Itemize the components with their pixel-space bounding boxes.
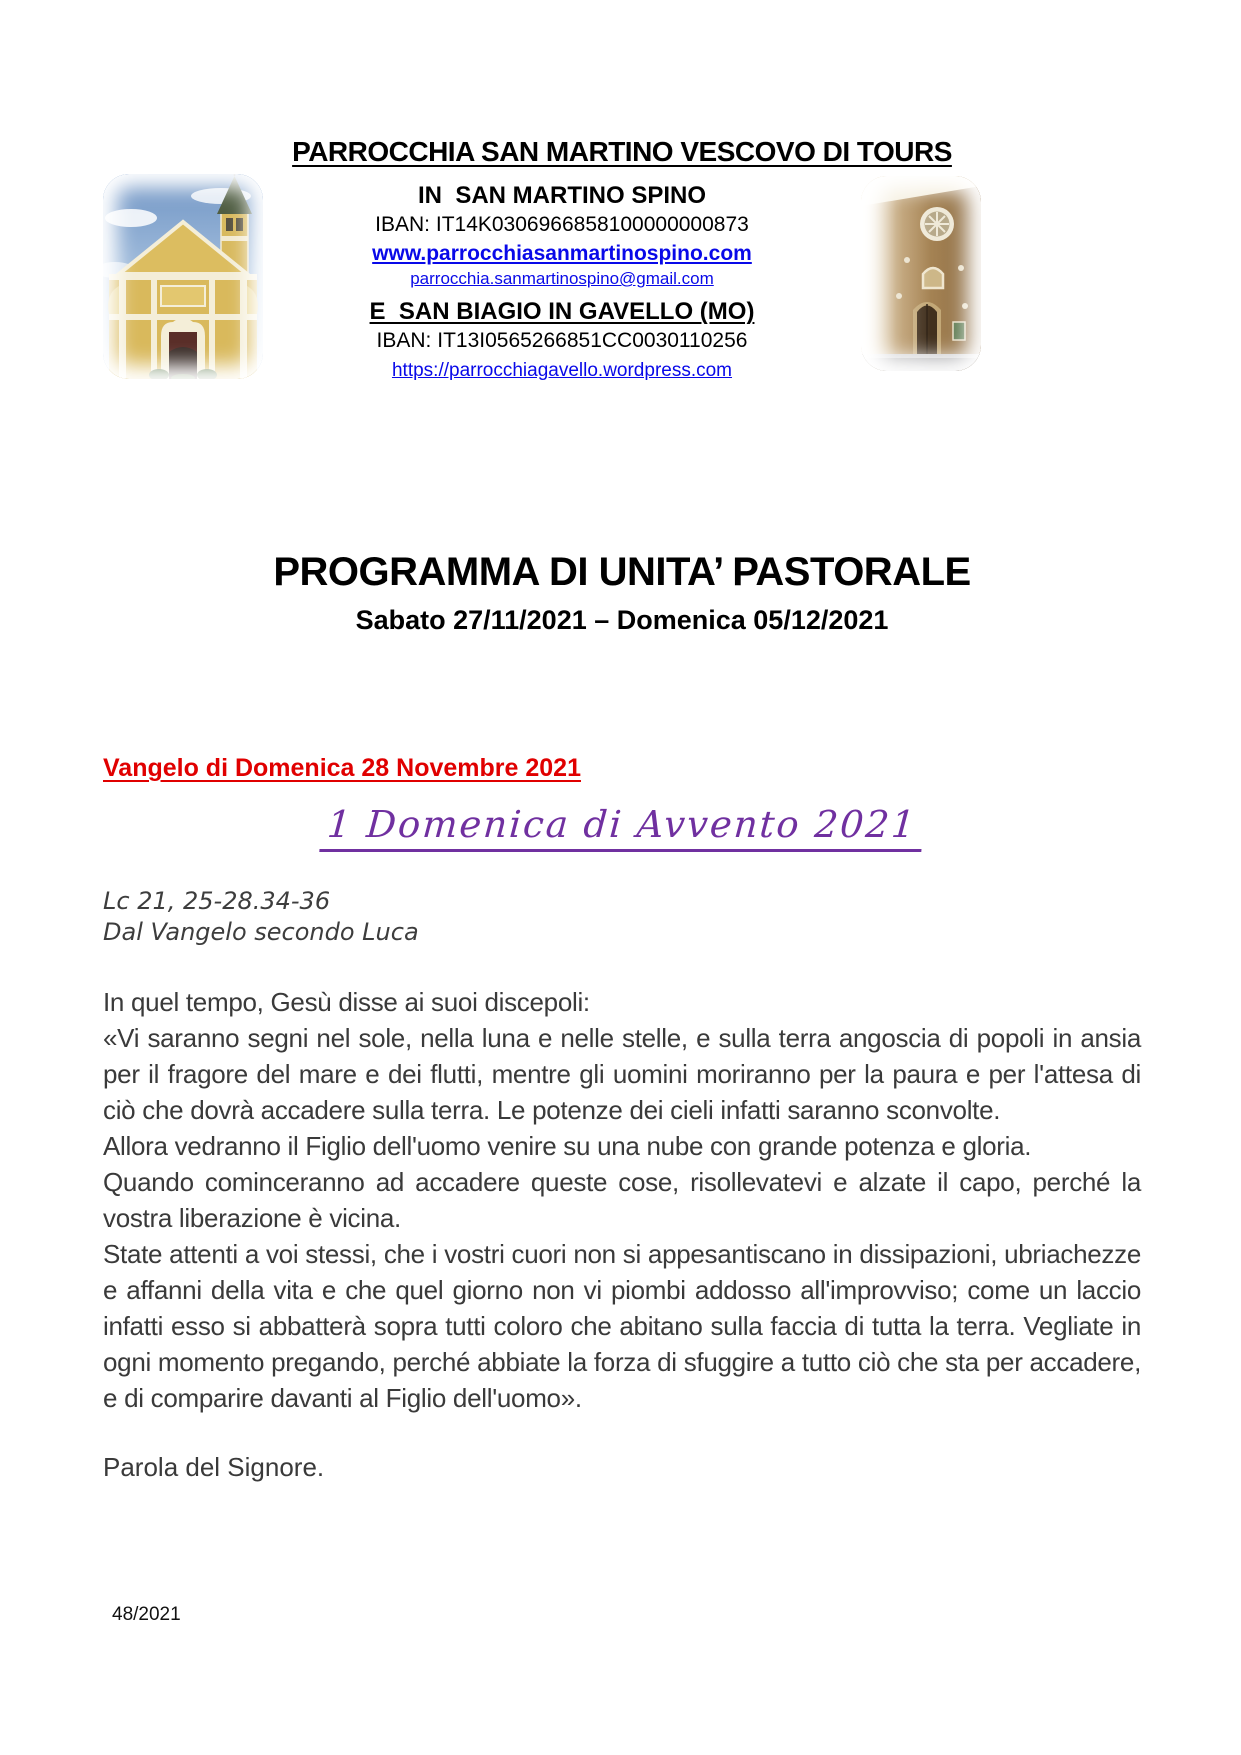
sunday-title: 1 Domenica di Avvento 2021 xyxy=(320,803,925,852)
email-link-san-martino[interactable]: parrocchia.sanmartinospino@gmail.com xyxy=(410,269,714,288)
church-facade-brick-illustration xyxy=(861,176,981,371)
iban-gavello: IBAN: IT13I0565266851CC0030110256 xyxy=(376,329,748,352)
church-photo-san-biagio-gavello xyxy=(861,176,981,371)
website-link-gavello[interactable]: https://parrocchiagavello.wordpress.com xyxy=(391,360,733,381)
gospel-source-line: Dal Vangelo secondo Luca xyxy=(103,918,419,946)
program-date-range: Sabato 27/11/2021 – Domenica 05/12/2021 xyxy=(355,605,889,635)
gospel-reference: Lc 21, 25-28.34-36 xyxy=(103,887,331,915)
gospel-paragraph: In quel tempo, Gesù disse ai suoi discepoli: xyxy=(103,987,590,1017)
gospel-paragraph: State attenti a voi stessi, che i vostri cuori non si appesantiscano in dissipazioni, ubriachezze e affanni della vita e che quel giorno non vi piombi addosso all'improvviso; come un laccio infatti esso si abbatterà sopra tutti coloro che abitano sulla faccia di tutta la terra. Vegliate in ogni momento pregando, perché abbiate la forza di sfuggire a tutto ciò che sta per accadere, e di comparire davanti al Figlio dell'uomo». xyxy=(103,1239,1141,1413)
parish-header-title: PARROCCHIA SAN MARTINO VESCOVO DI TOURS xyxy=(292,136,952,167)
church-photo-san-martino-spino xyxy=(103,174,263,379)
church-facade-yellow-illustration xyxy=(103,174,263,379)
gospel-closing: Parola del Signore. xyxy=(103,1452,325,1482)
gospel-reference-block xyxy=(103,888,1141,946)
bulletin-number: 48/2021 xyxy=(112,1604,181,1625)
parish-name-san-martino: IN SAN MARTINO SPINO xyxy=(417,182,706,209)
gospel-section-heading: Vangelo di Domenica 28 Novembre 2021 xyxy=(103,754,581,782)
sunday-title-wrap xyxy=(103,803,1141,852)
parish-name-gavello: E SAN BIAGIO IN GAVELLO (MO) xyxy=(369,298,755,325)
program-title: PROGRAMMA DI UNITA’ PASTORALE xyxy=(273,550,971,594)
parish-contact-block xyxy=(263,174,861,386)
gospel-paragraph: Quando cominceranno ad accadere queste cose, risollevatevi e alzate il capo, perché la vostra liberazione è vicina. xyxy=(103,1167,1141,1233)
parish-header-row xyxy=(103,174,1141,386)
website-link-san-martino[interactable]: www.parrocchiasanmartinospino.com xyxy=(372,242,752,265)
gospel-body xyxy=(103,984,1141,1416)
iban-san-martino: IBAN: IT14K0306966858100000000873 xyxy=(375,213,749,236)
gospel-paragraph: «Vi saranno segni nel sole, nella luna e nelle stelle, e sulla terra angoscia di popoli in ansia per il fragore del mare e dei flutti, mentre gli uomini moriranno per la paura e per l'attesa di ciò che dovrà accadere sulla terra. Le potenze dei cieli infatti saranno sconvolte. xyxy=(103,1023,1141,1125)
gospel-paragraph: Allora vedranno il Figlio dell'uomo venire su una nube con grande potenza e gloria. xyxy=(103,1131,1032,1161)
